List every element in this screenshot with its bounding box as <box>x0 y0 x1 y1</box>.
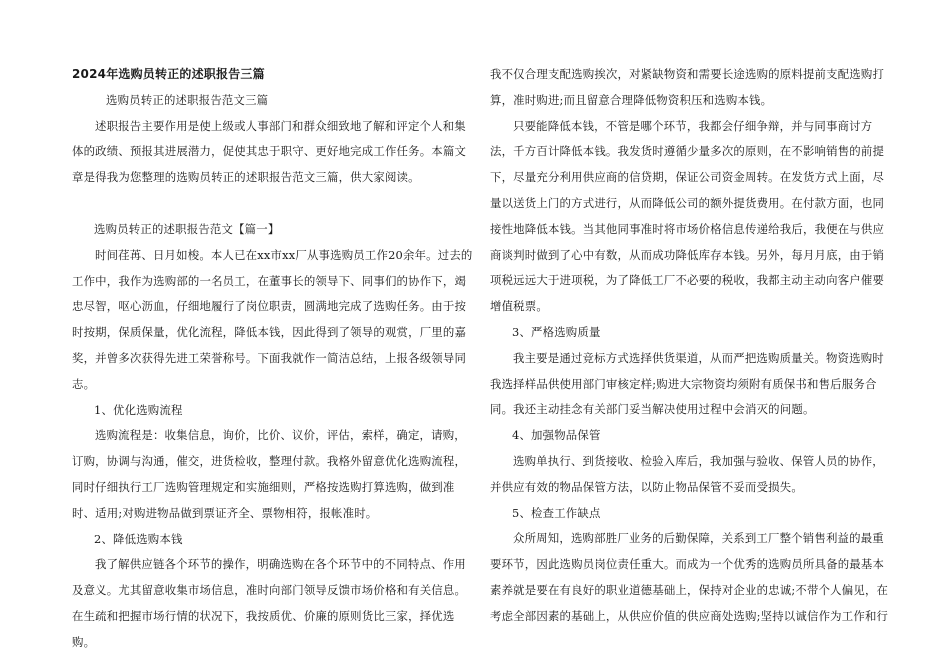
right-column <box>490 62 892 630</box>
intro-paragraph: 述职报告主要作用是使上级或人事部门和群众细致地了解和评定个人和集体的政绩、预报其进展潜力，促使其忠于职守、更好地完成工作任务。本篇文章是得我为您整理的选购员转正的述职报告范文三篇，供大家阅读。 <box>72 118 467 185</box>
section-heading: 5、检查工作缺点 <box>512 505 601 520</box>
section-heading: 2、降低选购本钱 <box>94 531 183 546</box>
paragraph: 我主要是通过竞标方式选择供货渠道，从而严把选购质量关。物资选购时我选择样品供使用部门审核定样;购进大宗物资均须附有质保书和售后服务合同。我还主动挂念有关部门妥当解决使用过程中会消灭的问题。 <box>490 350 884 417</box>
section-heading: 1、优化选购流程 <box>94 402 183 417</box>
document-title: 2024年选购员转正的述职报告三篇 <box>72 67 265 81</box>
paragraph: 选购单执行、到货接收、检验入库后，我加强与验收、保管人员的协作，并供应有效的物品保管方法，以防止物品保管不妥而受损失。 <box>490 453 884 494</box>
left-column <box>72 62 474 656</box>
paragraph-gap <box>72 191 474 217</box>
document-subtitle: 选购员转正的述职报告范文三篇 <box>106 92 269 107</box>
section-title: 选购员转正的述职报告范文【篇一】 <box>94 221 280 236</box>
paragraph: 选购流程是：收集信息，询价，比价、议价，评估，索样，确定，请购，订购，协调与沟通，催交，进货检收，整理付款。我格外留意优化选购流程，同时仔细执行工厂选购管理规定和实施细则，严格按选购打算选购，做到准时、适用;对购进物品做到票证齐全、票物相符，报帐准时。 <box>72 428 467 520</box>
paragraph: 众所周知，选购部胜厂业务的后勤保障，关系到工厂整个销售利益的最重要环节，因此选购员岗位责任重大。而成为一个优秀的选购员所具备的最基本素养就是要在有良好的职业道德基础上，保持对企业的忠诚;不带个人偏见，在考虑全部因素的基础上，从供应价值的供应商处选购;坚持以诚信作为工作和行 <box>490 531 889 623</box>
paragraph: 时间荏苒、日月如梭。本人已在xx市xx厂从事选购员工作20余年。过去的工作中，我作为选购部的一名员工，在董事长的领导下、同事们的协作下，竭忠尽智，呕心沥血，仔细地履行了岗位职责，圆满地完成了选购任务。由于按时按期，保质保量，优化流程，降低本钱，因此得到了领导的观赏，厂里的嘉奖，并曾多次获得先进工荣誉称号。下面我就作一简洁总结，上报各级领导同志。 <box>72 247 473 391</box>
section-heading: 4、加强物品保管 <box>512 428 601 443</box>
section-heading: 3、严格选购质量 <box>512 324 601 339</box>
paragraph: 我不仅合理支配选购挨次，对紧缺物资和需要长途选购的原料提前支配选购打算，准时购进;而且留意合理降低物资积压和选购本钱。 <box>490 67 885 107</box>
paragraph: 我了解供应链各个环节的操作，明确选购在各个环节中的不同特点、作用及意义。尤其留意收集市场信息，准时向部门领导反馈市场价格和有关信息。在生疏和把握市场行情的状况下，我按质优、价廉的原则货比三家，择优选购。 <box>72 557 467 649</box>
paragraph: 只要能降低本钱，不管是哪个环节，我都会仔细争辩，并与同事商讨方法，千方百计降低本钱。我发货时遵循少量多次的原则，在不影响销售的前提下，尽量充分利用供应商的信贷期，保证公司资金周转。在发货方式上面，尽量以送货上门的方式进行，从而降低公司的额外提货费用。在付款方面，也同接性地降低本钱。当其他同事准时将市场价格信息传递给我后，我便在与供应商谈判时做到了心中有数，从而成功降低库存本钱。另外，每月月底，由于销项税远远大于进项税，为了降低工厂不必要的税收，我都主动主动向客户催要增值税票。 <box>490 118 885 314</box>
